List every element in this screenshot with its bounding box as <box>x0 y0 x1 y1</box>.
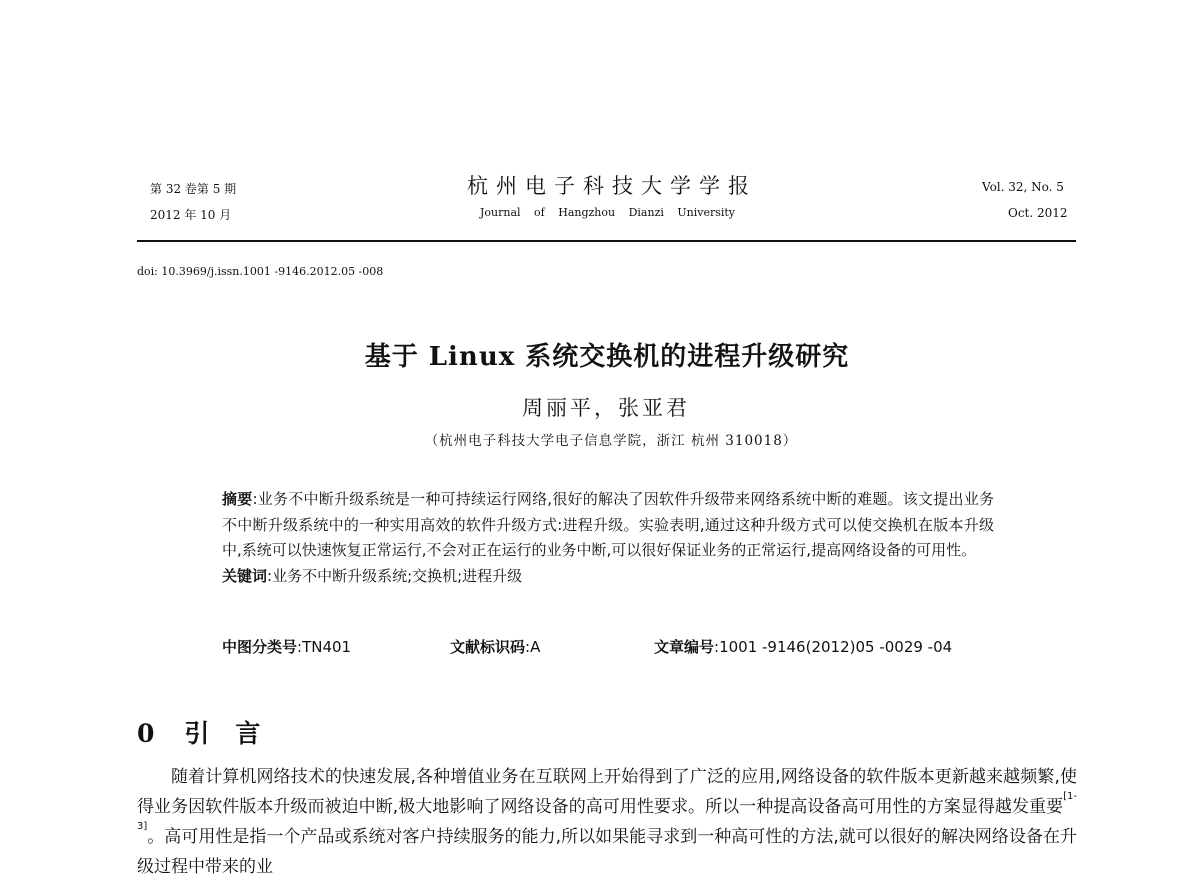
paragraph-text-1: 随着计算机网络技术的快速发展,各种增值业务在互联网上开始得到了广泛的应用,网络设备的软件版本更新越来越频繁,使得业务因软件版本升级而被迫中断,极大地影响了网络设备的高可用性要求。所以一种提高设备高可用性的方案显得越发重要 <box>137 767 1077 817</box>
article-authors: 周丽平，张亚君 <box>522 396 690 420</box>
keywords <box>222 564 994 590</box>
section-title: 引言 <box>184 719 287 748</box>
clc-value: :TN401 <box>297 638 352 656</box>
document-code <box>450 636 540 657</box>
doi: doi: 10.3969/j.issn.1001 -9146.2012.05 -008 <box>137 265 384 278</box>
volume-issue-cn: 第 32 卷第 5 期 <box>150 182 237 196</box>
abstract <box>222 487 994 564</box>
date-en: Oct. 2012 <box>1008 206 1068 220</box>
author-affiliation: （杭州电子科技大学电子信息学院，浙江 杭州 310018） <box>424 433 798 449</box>
paragraph-text-2: 。高可用性是指一个产品或系统对客户持续服务的能力,所以如果能寻求到一种高可性的方法,就可以很好的解决网络设备在升级过程中带来的业 <box>137 827 1077 877</box>
doc-code-label: 文献标识码 <box>450 638 526 656</box>
header-rule <box>137 240 1076 242</box>
paragraph <box>137 762 1077 882</box>
doc-code-value: :A <box>525 638 541 656</box>
body-text <box>137 762 1077 882</box>
citation[interactable]: [1-3] <box>137 791 1077 832</box>
clc-label: 中图分类号 <box>222 638 298 656</box>
abstract-text: :业务不中断升级系统是一种可持续运行网络,很好的解决了因软件升级带来网络系统中断的难题。该文提出业务不中断升级系统中的一种实用高效的软件升级方式:进程升级。实验表明,通过这种升级方式可以使交换机在版本升级中,系统可以快速恢复正常运行,不会对正在运行的业务中断,可以很好保证业务的正常运行,提高网络设备的可用性。 <box>222 490 994 559</box>
journal-title-en: Journal of Hangzhou Dianzi University <box>480 206 736 219</box>
article-number <box>654 636 952 657</box>
abstract-block <box>222 487 994 589</box>
article-number-value: :1001 -9146(2012)05 -0029 -04 <box>714 638 953 656</box>
volume-issue-en: Vol. 32, No. 5 <box>982 180 1064 194</box>
article-number-label: 文章编号 <box>654 638 715 656</box>
keywords-label: 关键词 <box>222 566 268 585</box>
keywords-text: :业务不中断升级系统;交换机;进程升级 <box>267 566 523 585</box>
journal-title-cn: 杭州电子科技大学学报 <box>467 174 757 198</box>
article-title: 基于 Linux 系统交换机的进程升级研究 <box>364 342 850 372</box>
section-heading <box>137 714 286 750</box>
abstract-label: 摘要 <box>222 490 253 508</box>
clc-number <box>222 636 351 657</box>
date-cn: 2012 年 10 月 <box>150 208 232 222</box>
section-number: 0 <box>137 719 155 748</box>
